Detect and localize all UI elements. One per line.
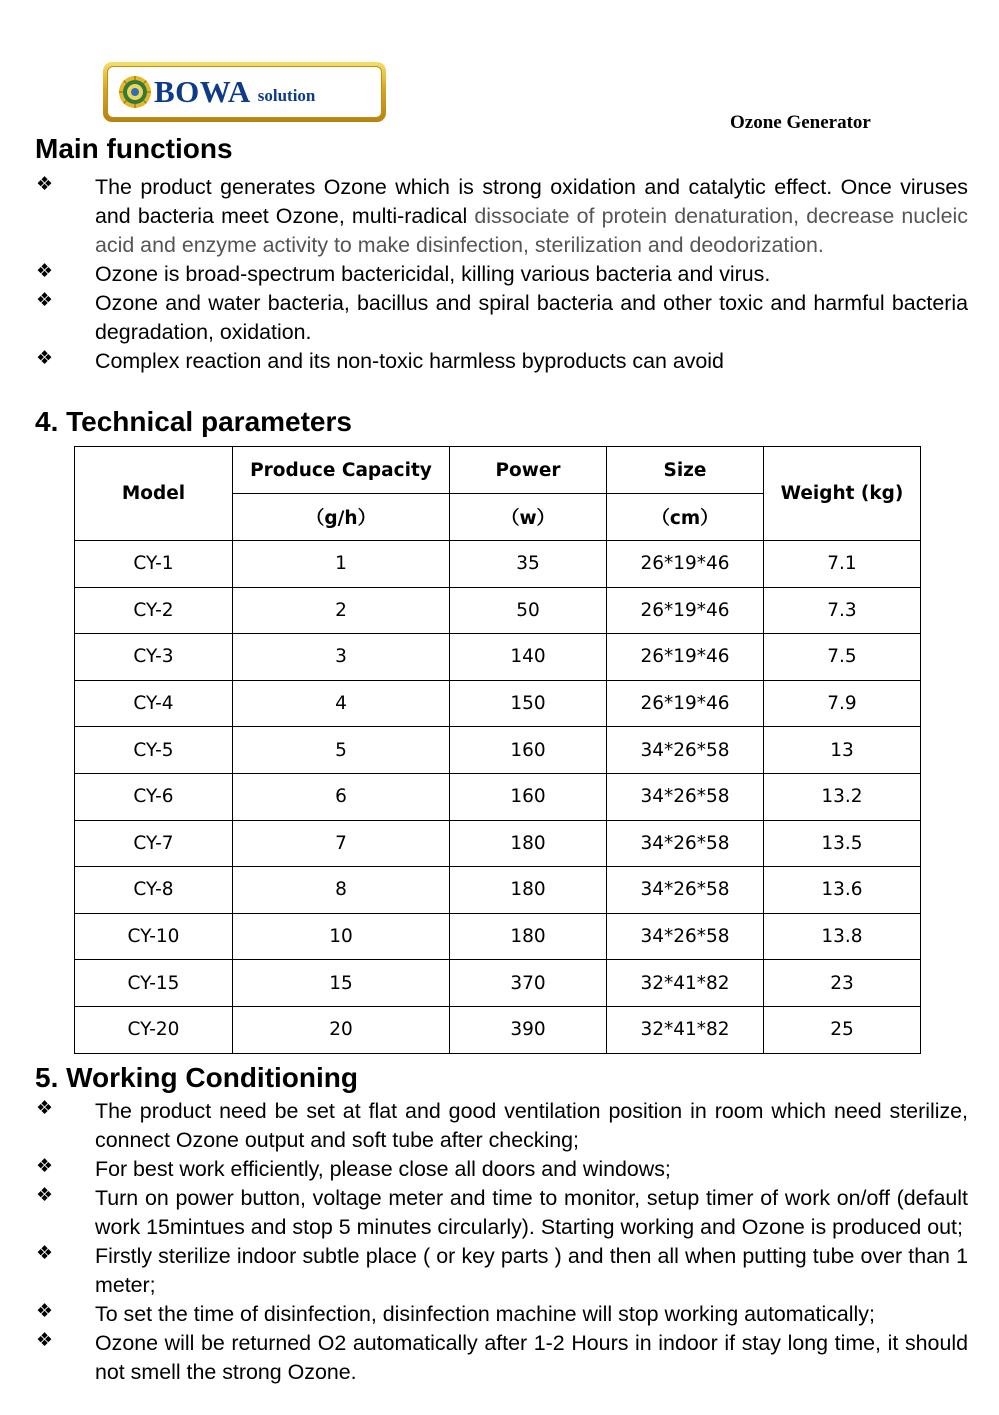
header-size-unit: （cm） [607,494,764,541]
list-item-text: Complex reaction and its non-toxic harmless byproducts can avoid [95,349,724,373]
cell-capacity: 2 [233,587,450,634]
logo-inner [107,66,382,118]
cell-model: CY-2 [75,587,233,634]
cell-weight: 13.6 [764,867,921,914]
cell-power: 150 [450,680,607,727]
table-row [75,913,921,960]
cell-weight: 23 [764,960,921,1007]
cell-model: CY-1 [75,541,233,588]
list-item-text: Turn on power button, voltage meter and time to monitor, setup timer of work on/off (default work 15mintues and stop 5 minutes circularly). Starting working and Ozone is produced out; [95,1186,968,1239]
list-item [0,1329,968,1387]
table-row [75,680,921,727]
list-item [0,289,968,347]
list-item [0,1300,968,1329]
header-capacity: Produce Capacity [233,447,450,494]
cell-model: CY-20 [75,1006,233,1053]
table-row [75,587,921,634]
list-item-text: The product need be set at flat and good ventilation position in room which need sterilize, connect Ozone output and soft tube after checking; [95,1099,968,1152]
list-item-text: Ozone will be returned O2 automatically after 1-2 Hours in indoor if stay long time, it should not smell the strong Ozone. [95,1331,968,1384]
cell-size: 34*26*58 [607,820,764,867]
working-conditioning-heading: 5. Working Conditioning [35,1062,358,1093]
cell-weight: 13.5 [764,820,921,867]
list-item [0,260,968,289]
table-row [75,960,921,1007]
cell-weight: 7.1 [764,541,921,588]
diamond-bullet-icon: ❖ [36,1242,54,1264]
cell-size: 26*19*46 [607,541,764,588]
cell-weight: 7.9 [764,680,921,727]
cell-weight: 25 [764,1006,921,1053]
list-item-text: The product generates Ozone which is strong oxidation and catalytic effect. Once viruses and bacteria meet Ozone, multi-radical dissociate of protein denaturation, decrease nucleic acid and enzyme activity to make disinfection, sterilization and deodorization. [95,175,968,257]
diamond-bullet-icon: ❖ [36,260,54,282]
diamond-bullet-icon: ❖ [36,1300,54,1322]
cell-capacity: 5 [233,727,450,774]
table-row [75,1006,921,1053]
cell-weight: 13 [764,727,921,774]
diamond-bullet-icon: ❖ [36,173,54,195]
cell-weight: 13.2 [764,773,921,820]
header-weight: Weight (kg) [764,447,921,541]
table-row [75,773,921,820]
table-row [75,541,921,588]
parameters-table [74,446,921,1054]
cell-power: 180 [450,913,607,960]
cell-power: 370 [450,960,607,1007]
cell-power: 390 [450,1006,607,1053]
list-item [0,1184,968,1242]
table-row [75,820,921,867]
table-row [75,634,921,681]
main-functions-list [0,173,999,376]
technical-parameters-heading: 4. Technical parameters [35,406,352,437]
diamond-bullet-icon: ❖ [36,1184,54,1206]
list-item [0,1242,968,1300]
cell-model: CY-10 [75,913,233,960]
header-power-unit: （w） [450,494,607,541]
cell-model: CY-6 [75,773,233,820]
list-item [0,1097,968,1155]
cell-power: 160 [450,727,607,774]
cell-capacity: 10 [233,913,450,960]
list-item-text: For best work efficiently, please close all doors and windows; [95,1157,671,1181]
cell-power: 160 [450,773,607,820]
list-item [0,173,968,260]
diamond-bullet-icon: ❖ [36,1155,54,1177]
table-header-row [75,447,921,494]
cell-power: 180 [450,867,607,914]
list-item-text: To set the time of disinfection, disinfection machine will stop working automatically; [95,1302,875,1326]
cell-size: 26*19*46 [607,587,764,634]
cell-capacity: 20 [233,1006,450,1053]
cell-capacity: 6 [233,773,450,820]
cell-capacity: 3 [233,634,450,681]
cell-capacity: 7 [233,820,450,867]
cell-model: CY-8 [75,867,233,914]
working-conditioning-list [0,1097,999,1387]
diamond-bullet-icon: ❖ [36,289,54,311]
cell-capacity: 4 [233,680,450,727]
list-item-text: Firstly sterilize indoor subtle place ( or key parts ) and then all when putting tube over than 1 meter; [95,1244,968,1297]
cell-model: CY-15 [75,960,233,1007]
logo-brand: BOWA [154,74,251,109]
cell-size: 32*41*82 [607,1006,764,1053]
cell-size: 32*41*82 [607,960,764,1007]
cell-size: 34*26*58 [607,773,764,820]
cell-size: 34*26*58 [607,913,764,960]
cell-weight: 7.3 [764,587,921,634]
list-item-text: Ozone is broad-spectrum bactericidal, killing various bacteria and virus. [95,262,771,286]
logo-suffix: solution [257,85,316,105]
cell-size: 26*19*46 [607,680,764,727]
header-size: Size [607,447,764,494]
cell-power: 140 [450,634,607,681]
list-item [0,347,968,376]
cell-capacity: 1 [233,541,450,588]
table-row [75,867,921,914]
main-functions-heading: Main functions [35,133,233,164]
document-label: Ozone Generator [730,112,871,133]
cell-power: 50 [450,587,607,634]
cell-size: 26*19*46 [607,634,764,681]
list-item [0,1155,968,1184]
cell-model: CY-4 [75,680,233,727]
header-capacity-unit: （g/h） [233,494,450,541]
cell-capacity: 8 [233,867,450,914]
cell-model: CY-7 [75,820,233,867]
header-model: Model [75,447,233,541]
table-row [75,727,921,774]
bowa-logo [103,62,386,122]
cell-size: 34*26*58 [607,727,764,774]
diamond-bullet-icon: ❖ [36,347,54,369]
logo-emblem-icon [118,75,152,109]
header-power: Power [450,447,607,494]
cell-weight: 7.5 [764,634,921,681]
cell-weight: 13.8 [764,913,921,960]
cell-model: CY-5 [75,727,233,774]
list-item-text: Ozone and water bacteria, bacillus and spiral bacteria and other toxic and harmful bacteria degradation, oxidation. [95,291,968,344]
cell-model: CY-3 [75,634,233,681]
cell-capacity: 15 [233,960,450,1007]
diamond-bullet-icon: ❖ [36,1097,54,1119]
cell-size: 34*26*58 [607,867,764,914]
diamond-bullet-icon: ❖ [36,1329,54,1351]
cell-power: 35 [450,541,607,588]
cell-power: 180 [450,820,607,867]
